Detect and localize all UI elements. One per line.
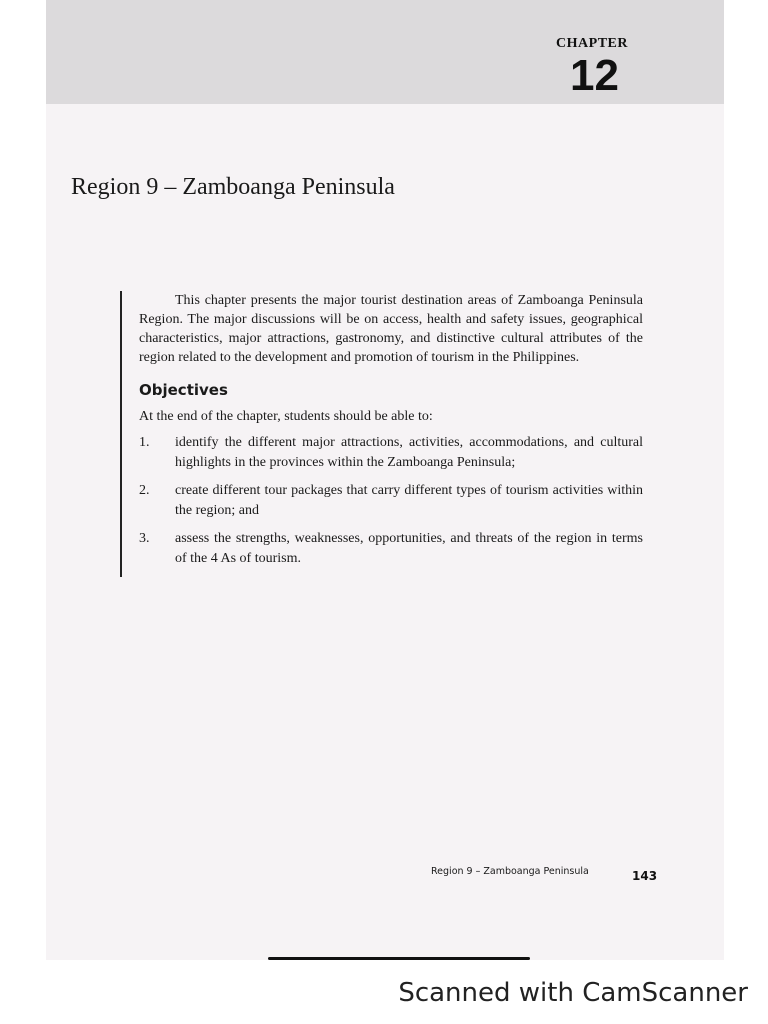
chapter-summary-box (120, 291, 643, 577)
intro-paragraph: This chapter presents the major tourist destination areas of Zamboanga Peninsula Region. The major discussions will be on access, health and safety issues, geographical characteristics, major attractions, gastronomy, and distinctive cultural attributes of the region related to the development and promotion of tourism in the Philippines. (139, 293, 643, 365)
scanner-watermark: Scanned with CamScanner (398, 978, 748, 1008)
objective-number: 2. (139, 483, 150, 498)
objectives-list (139, 433, 643, 569)
objectives-heading: Objectives (139, 381, 228, 399)
objective-text: assess the strengths, weaknesses, opportunities, and threats of the region in terms of the 4 As of tourism. (175, 531, 643, 566)
objective-item (139, 433, 643, 473)
page-number: 143 (632, 869, 658, 883)
objectives-lead: At the end of the chapter, students should be able to: (139, 409, 433, 424)
objective-text: create different tour packages that carry different types of tourism activities within the region; and (175, 483, 643, 518)
objective-number: 1. (139, 435, 150, 450)
chapter-label: CHAPTER (556, 36, 628, 51)
book-page (46, 0, 724, 960)
objective-item (139, 481, 643, 521)
objective-number: 3. (139, 531, 150, 546)
objective-item (139, 529, 643, 569)
objective-text: identify the different major attractions, activities, accommodations, and cultural highlights in the provinces within the Zamboanga Peninsula; (175, 435, 643, 470)
page-bottom-edge (268, 957, 530, 960)
chapter-title: Region 9 – Zamboanga Peninsula (71, 174, 395, 200)
chapter-number: 12 (570, 51, 619, 100)
chapter-header-band (46, 0, 724, 104)
footer-running-title: Region 9 – Zamboanga Peninsula (431, 866, 589, 877)
